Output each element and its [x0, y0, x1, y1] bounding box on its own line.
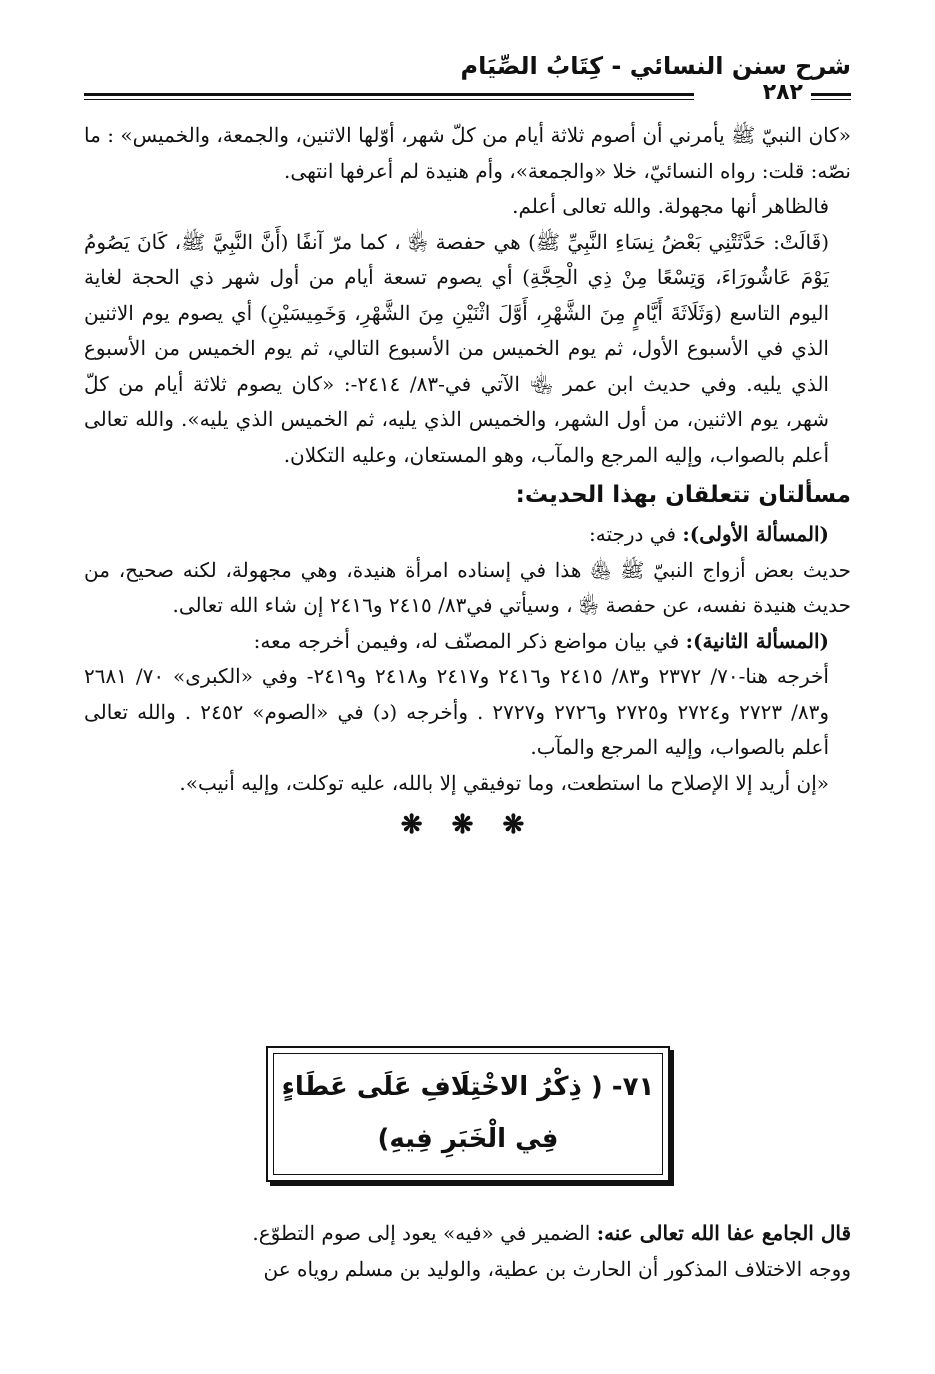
question-2-intro	[84, 624, 851, 660]
question-1-label: (المسألة الأولى):	[682, 522, 829, 546]
commentary-text-1: الضمير في «فيه» يعود إلى صوم التطوّع.	[252, 1221, 597, 1245]
main-text	[84, 118, 851, 845]
commentary-lead: قال الجامع عفا الله تعالى عنه:	[596, 1221, 851, 1245]
commentary-line-1	[84, 1216, 851, 1252]
chapter-title-box	[266, 1046, 670, 1182]
section-heading: مسألتان تتعلقان بهذا الحديث:	[515, 482, 851, 508]
header-rule-right	[811, 93, 851, 96]
header-rule-right-thin	[811, 99, 851, 100]
chapter-title-line-1: ٧١- ( ذِكْرُ الاخْتِلَافِ عَلَى عَطَاءٍ	[281, 1072, 655, 1102]
question-1-body: حديث بعض أزواج النبيّ ﷺ ﵅ هذا في إسناده امرأة هنيدة، وهي مجهولة، لكنه صحيح، من حديث هنيدة نفسه، عن حفصة ﵂ ، وسيأتي في٨٣/ ٢٤١٥ و٢٤١٦ إن شاء الله تعالى.	[84, 557, 851, 617]
paragraph-1: «كان النبيّ ﷺ يأمرني أن أصوم ثلاثة أيام من كلّ شهر، أوّلها الاثنين، والجمعة، والخميس» : ما نصّه: قلت: رواه النسائيّ، خلا «والجمعة»، وأم هنيدة لم أعرفها انتهى.	[84, 123, 851, 183]
running-header	[84, 52, 851, 98]
commentary-text	[84, 1216, 851, 1287]
closing-quote: «إن أريد إلا الإصلاح ما استطعت، وما توفيقي إلا بالله، عليه توكلت، وإليه أنيب».	[179, 770, 829, 795]
header-rule-thin	[84, 99, 694, 100]
header-title: شرح سنن النسائي - كِتَابُ الصِّيَام	[460, 52, 851, 80]
separator-stars: ❋ ❋ ❋	[400, 810, 535, 840]
commentary-line-2: ووجه الاختلاف المذكور أن الحارث بن عطية، والوليد بن مسلم روياه عن	[263, 1256, 851, 1281]
question-1-topic: في درجته:	[589, 522, 683, 546]
question-2-label: (المسألة الثانية):	[685, 628, 829, 653]
chapter-title-line-2: فِي الْخَبَرِ فِيهِ)	[377, 1124, 559, 1154]
paragraph-2: فالظاهر أنها مجهولة. والله تعالى أعلم.	[512, 194, 829, 218]
question-2-topic: في بيان مواضع ذكر المصنّف له، وفيمن أخرجه معه:	[253, 628, 686, 653]
page-number: ٢٨٢	[755, 80, 811, 105]
question-2-body: أخرجه هنا-٧٠/ ٢٣٧٢ و٨٣/ ٢٤١٥ و٢٤١٦ و٢٤١٧ و٢٤١٨ و٢٤١٩- وفي «الكبرى» ٧٠/ ٢٦٨١ و٨٣/ ٢٧٢٣ و٢٧٢٤ و٢٧٢٥ و٢٧٢٦ و٢٧٢٧ . وأخرجه (د) في «الصوم» ٢٤٥٢ . والله تعالى أعلم بالصواب، وإليه المرجع والمآب.	[84, 664, 830, 759]
question-1-intro	[84, 517, 851, 553]
paragraph-3: (قَالَتْ: حَدَّثَتْنِي بَعْضُ نِسَاءِ النَّبِيِّ ﷺ) هي حفصة ﵂ ، كما مرّ آنفًا (أَنَّ النَّبِيَّ ﷺ، كَانَ يَصُومُ يَوْمَ عَاشُورَاءَ، وَتِسْعًا مِنْ ذِي الْحِجَّةِ) أي يصوم تسعة أيام من أول شهر ذي الحجة لغاية اليوم التاسع (وَثَلَاثَةَ أَيَّامٍ مِنَ الشَّهْرِ، أَوَّلَ اثْنَيْنِ مِنَ الشَّهْرِ، وَخَمِيسَيْنِ) أي يصوم يوم الاثنين الذي في الأسبوع الأول، ثم يوم الخميس من الأسبوع التالي، ثم يوم الخميس من الأسبوع الذي يليه. وفي حديث ابن عمر ﵄ الآتي في-٨٣/ ٢٤١٤-: «كان يصوم ثلاثة أيام من كلّ شهر، يوم الاثنين، من أول الشهر، والخميس الذي يليه، ثم الخميس الذي يليه». والله تعالى أعلم بالصواب، وإليه المرجع والمآب، وهو المستعان، وعليه التكلان.	[84, 229, 829, 467]
header-rule	[84, 93, 694, 96]
